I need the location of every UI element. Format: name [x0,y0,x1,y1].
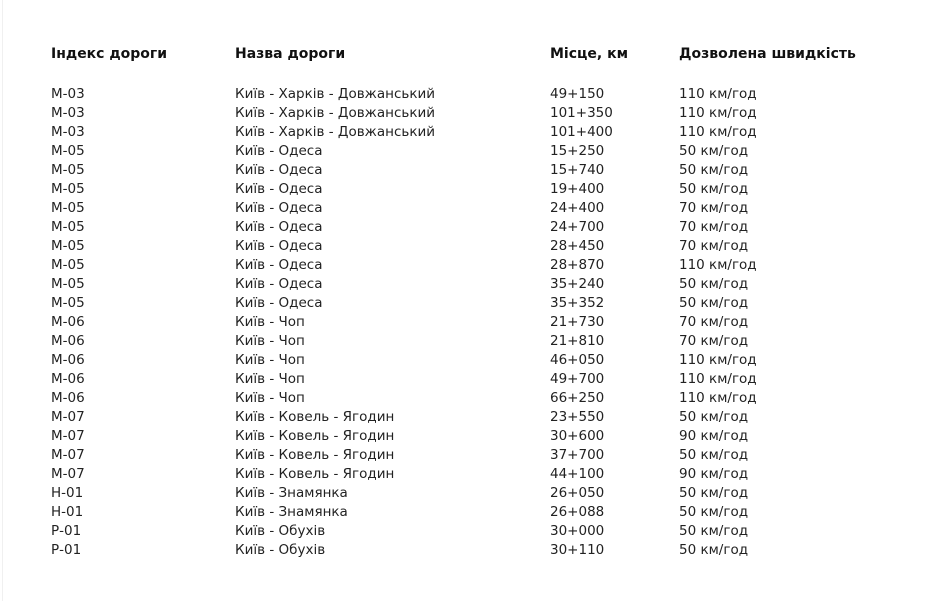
table-row [48,522,903,541]
header-row [48,42,903,66]
cell-road-name: Київ - Ковель - Ягодин [235,466,395,482]
table-row [48,256,903,275]
cell-place-km: 46+050 [550,352,605,368]
cell-place-km: 44+100 [550,466,605,482]
cell-road-index: М-06 [51,390,85,406]
cell-road-index: М-06 [51,314,85,330]
table-body [48,66,903,560]
table-row [48,446,903,465]
cell-place-km: 19+400 [550,181,605,197]
cell-allowed-speed: 110 км/год [679,257,757,273]
header-road-index: Індекс дороги [51,46,168,62]
cell-road-name: Київ - Одеса [235,162,323,178]
cell-road-name: Київ - Одеса [235,143,323,159]
cell-road-index: М-05 [51,200,85,216]
cell-place-km: 30+000 [550,523,605,539]
cell-road-name: Київ - Ковель - Ягодин [235,447,395,463]
cell-road-index: М-03 [51,86,85,102]
cell-place-km: 24+700 [550,219,605,235]
table-row [48,541,903,560]
cell-allowed-speed: 50 км/год [679,447,749,463]
cell-road-index: Н-01 [51,504,84,520]
table-row [48,123,903,142]
cell-place-km: 35+240 [550,276,605,292]
cell-allowed-speed: 50 км/год [679,162,749,178]
page-edge-divider [2,0,3,601]
cell-allowed-speed: 110 км/год [679,371,757,387]
cell-road-index: М-06 [51,371,85,387]
cell-place-km: 37+700 [550,447,605,463]
cell-road-index: М-03 [51,124,85,140]
cell-road-index: М-07 [51,428,85,444]
table-row [48,85,903,104]
table-row [48,294,903,313]
cell-road-name: Київ - Ковель - Ягодин [235,428,395,444]
cell-allowed-speed: 50 км/год [679,504,749,520]
cell-road-name: Київ - Чоп [235,314,305,330]
cell-road-index: М-06 [51,333,85,349]
cell-allowed-speed: 70 км/год [679,314,749,330]
table-row [48,313,903,332]
table-row [48,237,903,256]
cell-road-index: М-05 [51,276,85,292]
cell-road-name: Київ - Обухів [235,523,326,539]
cell-road-index: М-05 [51,219,85,235]
cell-road-name: Київ - Чоп [235,352,305,368]
table-row [48,389,903,408]
cell-place-km: 30+600 [550,428,605,444]
table-row [48,427,903,446]
cell-road-index: М-07 [51,466,85,482]
cell-place-km: 30+110 [550,542,605,558]
cell-road-index: М-05 [51,257,85,273]
header-spacer-row [48,66,903,85]
cell-place-km: 101+400 [550,124,613,140]
cell-allowed-speed: 50 км/год [679,276,749,292]
table-row [48,104,903,123]
cell-allowed-speed: 50 км/год [679,143,749,159]
cell-place-km: 21+730 [550,314,605,330]
header-allowed-speed: Дозволена швидкість [679,46,856,62]
header-road-name: Назва дороги [235,46,346,62]
cell-road-name: Київ - Знамянка [235,504,348,520]
cell-allowed-speed: 50 км/год [679,523,749,539]
cell-road-name: Київ - Одеса [235,276,323,292]
table-row [48,370,903,389]
cell-allowed-speed: 50 км/год [679,181,749,197]
table-row [48,465,903,484]
cell-allowed-speed: 70 км/год [679,238,749,254]
cell-place-km: 21+810 [550,333,605,349]
cell-allowed-speed: 110 км/год [679,352,757,368]
cell-road-index: М-07 [51,447,85,463]
cell-place-km: 23+550 [550,409,605,425]
table-row [48,142,903,161]
cell-place-km: 66+250 [550,390,605,406]
cell-road-name: Київ - Ковель - Ягодин [235,409,395,425]
cell-allowed-speed: 50 км/год [679,409,749,425]
table-row [48,218,903,237]
cell-allowed-speed: 70 км/год [679,333,749,349]
cell-place-km: 15+250 [550,143,605,159]
cell-road-name: Київ - Чоп [235,371,305,387]
cell-road-name: Київ - Одеса [235,295,323,311]
cell-road-name: Київ - Одеса [235,219,323,235]
table-row [48,503,903,522]
cell-allowed-speed: 70 км/год [679,219,749,235]
cell-place-km: 101+350 [550,105,613,121]
cell-allowed-speed: 50 км/год [679,485,749,501]
cell-allowed-speed: 110 км/год [679,105,757,121]
cell-road-index: М-05 [51,295,85,311]
cell-allowed-speed: 50 км/год [679,542,749,558]
cell-place-km: 49+700 [550,371,605,387]
cell-road-name: Київ - Харків - Довжанський [235,105,436,121]
table-row [48,180,903,199]
cell-place-km: 26+050 [550,485,605,501]
table-row [48,408,903,427]
cell-road-index: М-05 [51,181,85,197]
cell-place-km: 15+740 [550,162,605,178]
cell-place-km: 28+870 [550,257,605,273]
cell-road-index: Р-01 [51,542,82,558]
cell-road-name: Київ - Одеса [235,257,323,273]
cell-road-index: Н-01 [51,485,84,501]
cell-allowed-speed: 90 км/год [679,466,749,482]
cell-road-index: М-05 [51,143,85,159]
cell-road-name: Київ - Харків - Довжанський [235,86,436,102]
cell-place-km: 24+400 [550,200,605,216]
cell-road-index: М-06 [51,352,85,368]
table-row [48,484,903,503]
table-row [48,199,903,218]
table-row [48,332,903,351]
cell-road-name: Київ - Одеса [235,181,323,197]
cell-road-name: Київ - Чоп [235,390,305,406]
cell-allowed-speed: 110 км/год [679,86,757,102]
cell-place-km: 35+352 [550,295,605,311]
cell-road-name: Київ - Обухів [235,542,326,558]
cell-road-name: Київ - Харків - Довжанський [235,124,436,140]
cell-road-index: М-03 [51,105,85,121]
cell-road-name: Київ - Одеса [235,238,323,254]
cell-allowed-speed: 110 км/год [679,390,757,406]
cell-road-index: М-05 [51,162,85,178]
cell-allowed-speed: 70 км/год [679,200,749,216]
spacer-cell [48,66,903,85]
cell-place-km: 26+088 [550,504,605,520]
cell-allowed-speed: 110 км/год [679,124,757,140]
speed-limit-table [48,42,903,560]
cell-road-name: Київ - Одеса [235,200,323,216]
cell-road-index: М-05 [51,238,85,254]
cell-road-name: Київ - Знамянка [235,485,348,501]
table-row [48,275,903,294]
cell-place-km: 49+150 [550,86,605,102]
cell-road-index: М-07 [51,409,85,425]
table-row [48,161,903,180]
cell-road-index: Р-01 [51,523,82,539]
table-header [48,42,903,66]
cell-road-name: Київ - Чоп [235,333,305,349]
table-row [48,351,903,370]
cell-place-km: 28+450 [550,238,605,254]
cell-allowed-speed: 90 км/год [679,428,749,444]
header-place-km: Місце, км [550,46,629,62]
cell-allowed-speed: 50 км/год [679,295,749,311]
